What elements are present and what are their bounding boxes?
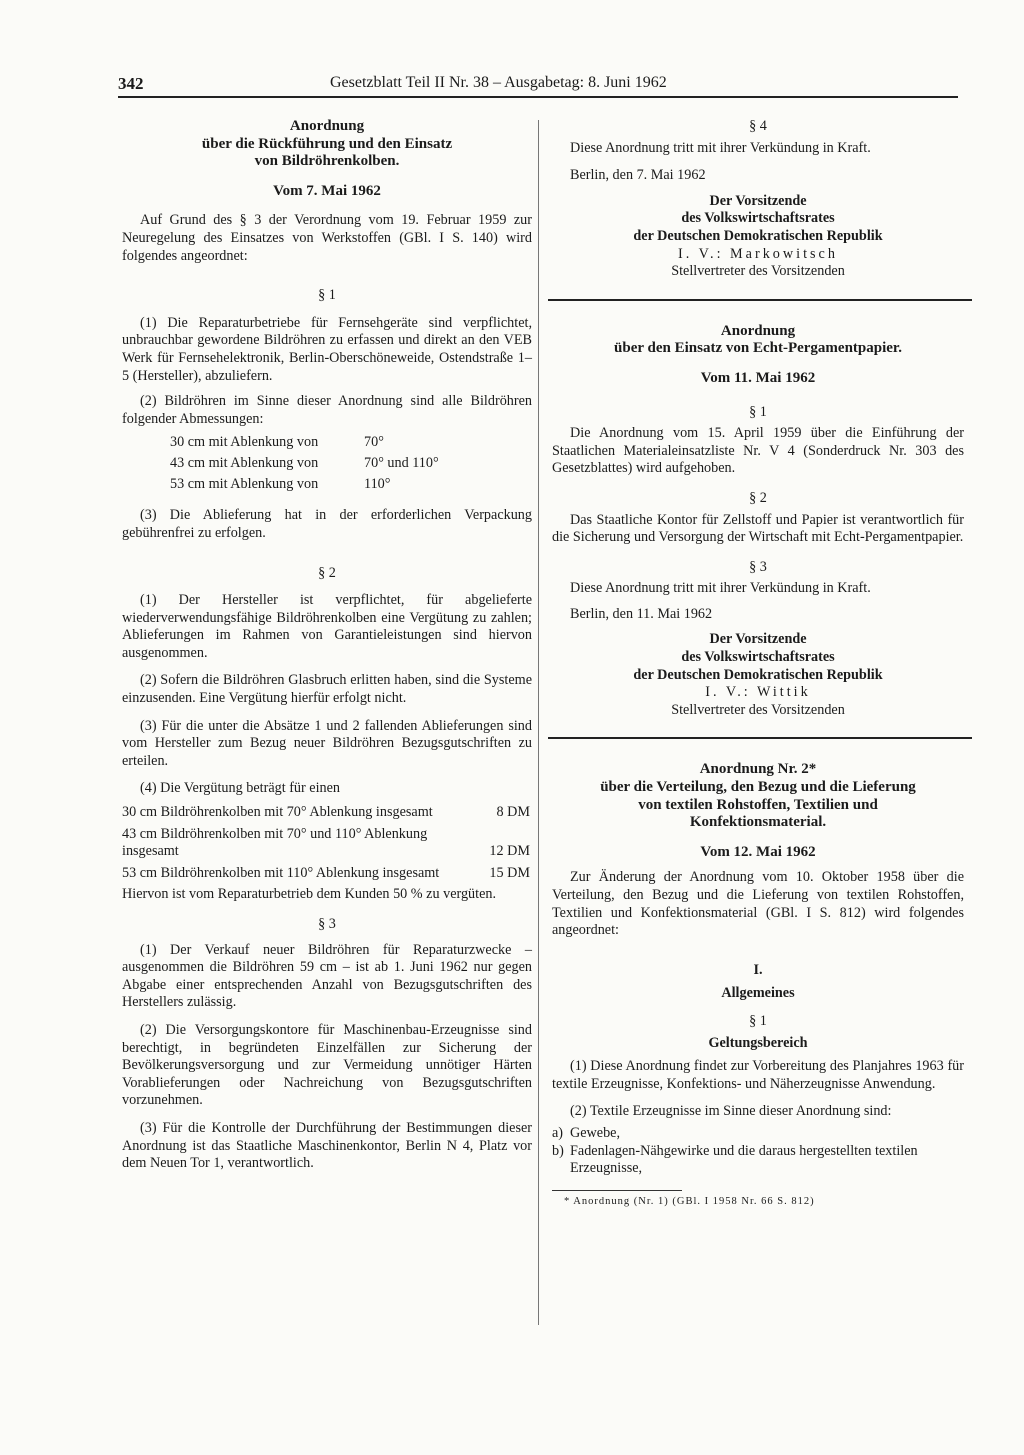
doc3-s1-title: Geltungsbereich [708,1034,808,1051]
left-column [122,118,532,1173]
list-item: b) Fadenlagen-Nähgewirke und die daraus hergestellten textilen Erzeugnisse, [552,1142,918,1177]
header-rule [118,96,958,98]
doc1-s4-text: Diese Anordnung tritt mit ihrer Verkündung in Kraft. [570,139,871,156]
doc1-title-line3: von Bildröhrenkolben. [254,153,400,170]
payment-row: 53 cm Bildröhrenkolben mit 110° Ablenkung insgesamt 15 DM [122,864,530,881]
doc1-place-date: Berlin, den 7. Mai 1962 [570,167,706,184]
signature2-line1: Der Vorsitzende [709,631,807,648]
doc1-section-4: § 4 [749,118,767,134]
tube-dimensions-list [170,432,532,495]
doc1-s3-para3: (3) Für die Kontrolle der Durchführung der Bestimmungen dieser Anordnung ist das Staatliche Maschinenkontor, Berlin N 4, Platz vor dem Neuen Tor 1, verantwortlich. [122,1119,532,1172]
doc2-title-line2: über den Einsatz von Echt-Pergamentpapier. [614,340,902,357]
doc2-date: Vom 11. Mai 1962 [700,369,816,386]
doc3-title-line4: Konfektionsmaterial. [689,814,827,831]
doc3-part-title: Allgemeines [721,985,795,1002]
doc3-title-line3: von textilen Rohstoffen, Textilien und [638,796,878,813]
doc1-date: Vom 7. Mai 1962 [273,182,381,199]
doc1-section-3: § 3 [318,916,336,932]
doc2-s1-text: Die Anordnung vom 15. April 1959 über die Einführung der Staatlichen Materialeinsatzliste Nr. V 4 (Sonderdruck Nr. 303 des Gesetzblattes) wird aufgehoben. [552,425,964,477]
doc2-section-3: § 3 [749,558,767,575]
doc1-s2-para4: (4) Die Vergütung beträgt für einen [140,780,341,797]
doc1-s3-para1: (1) Der Verkauf neuer Bildröhren für Reparaturzwecke – ausgenommen die Bildröhren 59 cm – ist ab 1. Juni 1962 nur gegen Abgabe einer entsprechenden Anzahl von Bezugsgutschriften des Herstellers zulässig. [122,941,532,1011]
payment-row: 43 cm Bildröhrenkolben mit 70° und 110° Ablenkung insgesamt 12 DM [122,825,530,860]
signature1-line2: des Volkswirtschaftsrates [681,210,835,227]
signature2-line2: des Volkswirtschaftsrates [681,649,835,666]
gazette-header: Gesetzblatt Teil II Nr. 38 – Ausgabetag: 8. Juni 1962 [330,74,667,91]
doc2-title-line1: Anordnung [720,322,796,339]
doc1-s1-para2: (2) Bildröhren im Sinne dieser Anordnung sind alle Bildröhren folgender Abmessungen: [122,393,532,427]
doc1-s2-para3: (3) Für die unter die Absätze 1 und 2 fallenden Ablieferungen sind vom Hersteller zum Bezug neuer Bildröhren Bezugsgutschriften zu erteilen. [122,717,532,769]
signature2-role: Stellvertreter des Vorsitzenden [671,701,845,718]
signature2-name: I. V.: Wittik [705,684,811,701]
doc1-s1-para1: (1) Die Reparaturbetriebe für Fernsehgeräte sind verpflichtet, unbrauchbar gewordene Bildröhren zu erfassen und direkt an den VEB Werk für Fernsehelektronik, Berlin-Oberschöneweide, Ostendstraße 1–5 (Hersteller), abzuliefern. [122,314,532,384]
signature2-line3: der Deutschen Demokratischen Republik [633,666,883,683]
doc2-section-2: § 2 [749,489,767,506]
doc1-title-line1: Anordnung [289,118,365,134]
doc2-place-date: Berlin, den 11. Mai 1962 [570,605,713,622]
doc3-date: Vom 12. Mai 1962 [700,843,816,860]
doc2-s2-text: Das Staatliche Kontor für Zellstoff und Papier ist verantwortlich für die Sicherung und Versorgung der Wirtschaft mit Echt-Pergamentpapier. [552,511,964,546]
footnote: * Anordnung (Nr. 1) (GBl. I 1958 Nr. 66 S. 812) [564,1195,815,1207]
list-item: a) Gewebe, [552,1124,621,1141]
doc1-title-line2: über die Rückführung und den Einsatz [201,135,453,152]
doc3-title-line2: über die Verteilung, den Bezug und die Lieferung [600,779,916,796]
doc2-section-1: § 1 [749,403,767,420]
doc1-s2-para2: (2) Sofern die Bildröhren Glasbruch erlitten haben, sind die Systeme einzusenden. Eine Vergütung hierfür erfolgt nicht. [122,672,532,707]
section-divider [548,299,972,301]
doc1-s2-para5: Hiervon ist vom Reparaturbetrieb dem Kunden 50 % zu vergüten. [122,886,497,903]
doc1-s2-para1: (1) Der Hersteller ist verpflichtet, für abgelieferte wiederverwendungsfähige Bildröhrenkolben eine Vergütung zu zahlen; Ablieferungen im Rahmen von Garantieleistungen sind hiervon ausgenommen. [122,592,532,661]
doc1-section-1: § 1 [318,287,336,304]
doc2-s3-text: Diese Anordnung tritt mit ihrer Verkündung in Kraft. [570,580,871,597]
signature1-role: Stellvertreter des Vorsitzenden [671,263,845,280]
footnote-rule [552,1190,682,1191]
signature1-line3: der Deutschen Demokratischen Republik [633,227,883,244]
right-column [552,118,964,1210]
doc1-s3-para2: (2) Die Versorgungskontore für Maschinenbau-Erzeugnisse sind berechtigt, in begründeten Einzelfällen zur Sicherung der Bevölkerungsversorgung und zur Vermeidung unnötiger Härten Vorablieferungen oder Nachreichung von Bezugsgutschriften vorzunehmen. [122,1021,532,1109]
dimension-row: 43 cm mit Ablenkung von 70° und 110° [170,455,439,472]
doc3-section-1: § 1 [749,1012,767,1029]
payment-row: 30 cm Bildröhrenkolben mit 70° Ablenkung insgesamt 8 DM [122,804,530,821]
doc1-section-2: § 2 [318,564,336,581]
dimension-row: 30 cm mit Ablenkung von 70° [170,434,384,451]
page-number: 342 [118,74,144,93]
doc3-s1-para1: (1) Diese Anordnung findet zur Vorbereitung des Planjahres 1963 für textile Erzeugnisse, Konfektions- und Näherzeugnisse Anwendung. [552,1058,964,1092]
textile-products-list [552,1125,964,1178]
dimension-row: 53 cm mit Ablenkung von 110° [170,476,391,493]
doc3-s1-para2: (2) Textile Erzeugnisse im Sinne dieser Anordnung sind: [570,1103,892,1120]
signature1-name: I. V.: Markowitsch [678,245,838,262]
doc3-part-number: I. [753,961,763,978]
doc3-title-line1: Anordnung Nr. 2* [699,761,817,778]
section-divider [548,737,972,739]
column-separator [538,120,539,1325]
doc1-s1-para3: (3) Die Ablieferung hat in der erforderlichen Verpackung gebührenfrei zu erfolgen. [122,507,532,541]
doc1-preamble: Auf Grund des § 3 der Verordnung vom 19. Februar 1959 zur Neuregelung des Einsatzes von Werkstoffen (GBl. I S. 140) wird folgendes angeordnet: [122,212,532,264]
signature1-line1: Der Vorsitzende [709,192,807,209]
doc3-preamble: Zur Änderung der Anordnung vom 10. Oktober 1958 über die Verteilung, den Bezug und die Lieferung von textilen Rohstoffen, Textilien und Konfektionsmaterial (GBl. I S. 812) wird folgendes angeordnet: [552,869,964,939]
